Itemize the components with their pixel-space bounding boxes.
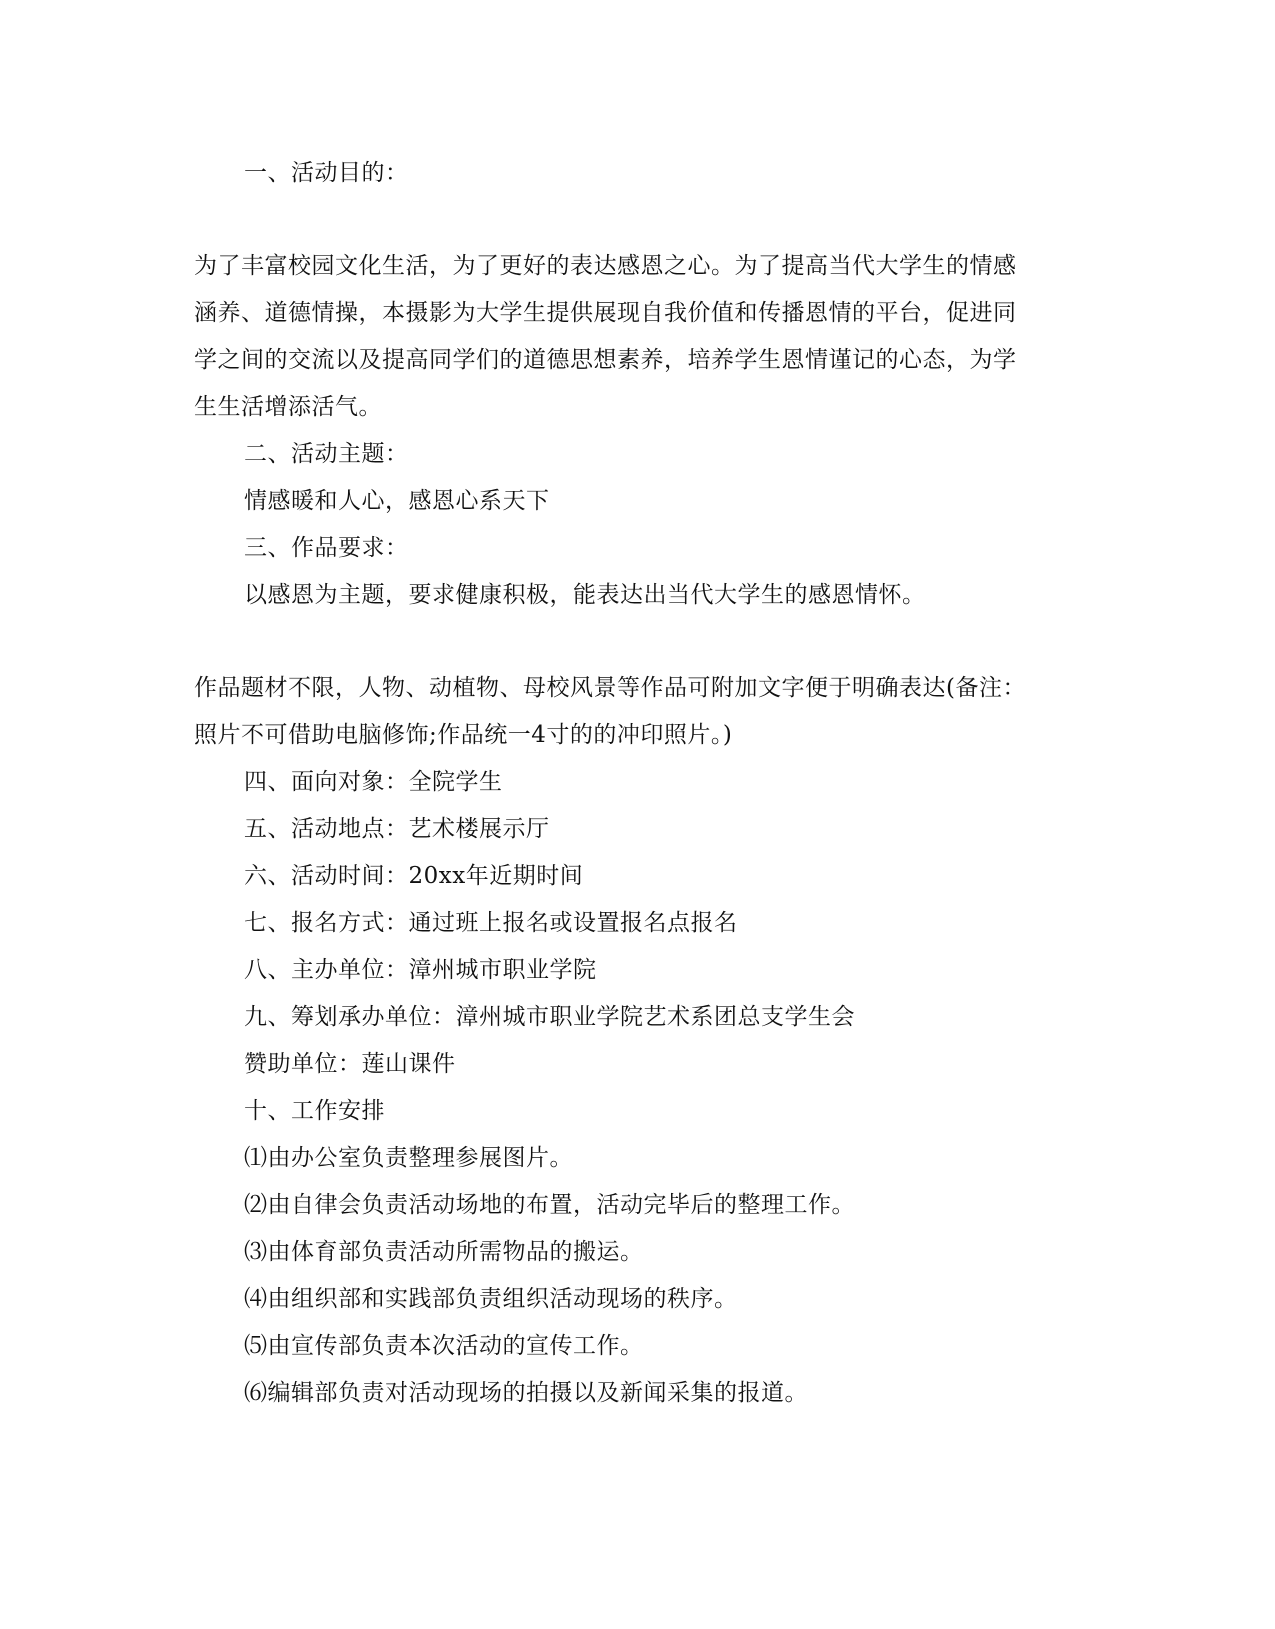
section-1-body-line: 为了丰富校园文化生活，为了更好的表达感恩之心。为了提高当代大学生的情感 [194, 253, 1017, 279]
task-item: ⑹编辑部负责对活动现场的拍摄以及新闻采集的报道。 [244, 1380, 808, 1406]
section-3-note-line: 照片不可借助电脑修饰;作品统一4寸的的冲印照片。) [194, 722, 733, 748]
section-5-location: 五、活动地点：艺术楼展示厅 [244, 816, 550, 842]
task-item: ⑵由自律会负责活动场地的布置，活动完毕后的整理工作。 [244, 1192, 855, 1218]
section-3-note-line: 作品题材不限，人物、动植物、母校风景等作品可附加文字便于明确表达(备注： [194, 675, 1026, 701]
sponsor-line: 赞助单位：莲山课件 [244, 1051, 456, 1077]
section-7-registration: 七、报名方式：通过班上报名或设置报名点报名 [244, 910, 738, 936]
section-1-body-line: 生生活增添活气。 [194, 394, 382, 420]
task-item: ⑷由组织部和实践部负责组织活动现场的秩序。 [244, 1286, 738, 1312]
section-8-host: 八、主办单位：漳州城市职业学院 [244, 957, 597, 983]
section-10-heading: 十、工作安排 [244, 1098, 385, 1124]
section-1-body-line: 学之间的交流以及提高同学们的道德思想素养，培养学生恩情谨记的心态，为学 [194, 347, 1017, 373]
task-item: ⑶由体育部负责活动所需物品的搬运。 [244, 1239, 644, 1265]
section-2-body: 情感暖和人心，感恩心系天下 [244, 488, 550, 514]
section-2-heading: 二、活动主题： [244, 441, 409, 467]
section-6-time: 六、活动时间：20xx年近期时间 [244, 863, 584, 889]
section-3-body: 以感恩为主题，要求健康积极，能表达出当代大学生的感恩情怀。 [244, 582, 926, 608]
task-item: ⑴由办公室负责整理参展图片。 [244, 1145, 573, 1171]
section-1-heading: 一、活动目的： [244, 160, 409, 186]
task-item: ⑸由宣传部负责本次活动的宣传工作。 [244, 1333, 644, 1359]
section-3-heading: 三、作品要求： [244, 535, 409, 561]
section-1-body-line: 涵养、道德情操，本摄影为大学生提供展现自我价值和传播恩情的平台，促进同 [194, 300, 1017, 326]
section-4-audience: 四、面向对象：全院学生 [244, 769, 503, 795]
section-9-organizer: 九、筹划承办单位：漳州城市职业学院艺术系团总支学生会 [244, 1004, 855, 1030]
